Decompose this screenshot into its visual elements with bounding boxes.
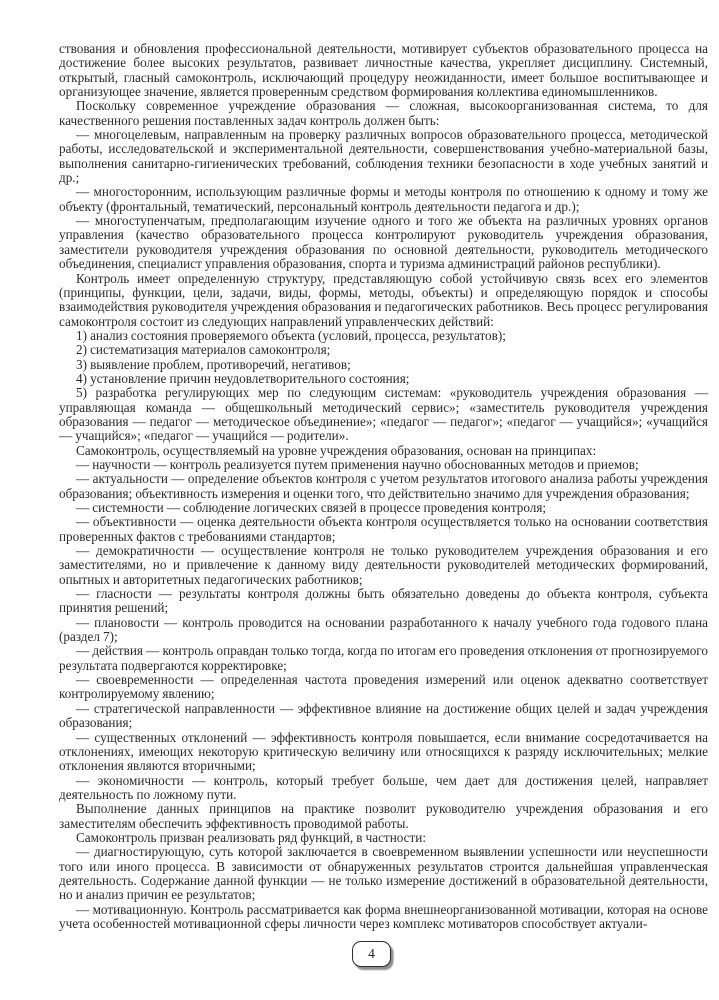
paragraph: Контроль имеет определенную структуру, представляющую собой устойчивую связь всех его элементов (принципы, функции, цели, задачи, виды, формы, методы, объекты) и определяющую порядок и способы взаимодействия руководителя учреждения образования и педагогических работников. Весь процесс регулирования самоконтроля состоит из следующих направлений управленческих действий: [59, 270, 708, 329]
paragraph: Самоконтроль, осуществляемый на уровне учреждения образования, основан на принципах: [76, 442, 597, 458]
list-item-dash: — многоцелевым, направленным на проверку различных вопросов образовательного процесса, методической работы, исследовательской и экспериментальной деятельности, совершенствования учебно-материальной базы, выполнения санитарно-гигиенических требований, соблюдения техники безопасности в ходе учебных занятий и др.; [59, 127, 708, 186]
list-item-dash: — многосторонним, использующим различные формы и методы контроля по отношению к одному и тому же объекту (фронтальный, тематический, персональный контроль деятельности педагога и др.); [59, 184, 708, 214]
paragraph: Выполнение данных принципов на практике позволит руководителю учреждения образования и его заместителям обеспечить эффективность проводимой работы. [59, 801, 708, 831]
paragraph: Самоконтроль призван реализовать ряд функций, в частности: [76, 829, 427, 845]
list-item-dash: — научности — контроль реализуется путем применения научно обоснованных методов и приемов; [76, 456, 639, 472]
list-item-dash: — стратегической направленности — эффективное влияние на достижение общих целей и задач учреждения образования; [59, 700, 708, 731]
list-item-numbered: 1) анализ состояния проверяемого объекта (условий, процесса, результатов); [76, 327, 506, 343]
list-item-dash: — демократичности — осуществление контроля не только руководителем учреждения образования и его заместителями, но и привлечение к данному виду деятельности руководителей методических формирований, опытных и авторитетных педагогических работников; [59, 543, 708, 587]
page-number: 4 [368, 946, 375, 962]
list-item-dash: — мотивационную. Контроль рассматривается как форма внешнеорганизованной мотивации, которая на основе учета особенностей мотивационной сферы личности через комплекс мотиваторов способствует актуали- [59, 901, 708, 931]
list-item-dash: — экономичности — контроль, который требует больше, чем дает для достижения целей, направляет деятельность по ложному пути. [59, 772, 708, 802]
list-item-dash: — плановости — контроль проводится на основании разработанного к началу учебного года годового плана (раздел 7); [59, 614, 708, 645]
list-item-numbered: 3) выявление проблем, противоречий, негативов; [76, 356, 351, 372]
list-item-dash: — многоступенчатым, предполагающим изучение одного и того же объекта на различных уровнях органов управления (качество образовательного процесса контролируют руководитель учреждения образования, заместители руководителя учреждения образования по основной деятельности, руководитель методического объединения, специалист управления образования, спорта и туризма администраций районов республики). [59, 213, 708, 272]
list-item-numbered: 2) систематизация материалов самоконтроля; [76, 342, 331, 358]
list-item-dash: — объективности — оценка деятельности объекта контроля осуществляется только на основании соответствия проверенных фактов с требованиями стандартов; [59, 514, 708, 544]
paragraph: Поскольку современное учреждение образования — сложная, высокоорганизованная система, то для качественного решения поставленных задач контроль должен быть: [59, 98, 708, 128]
list-item-dash: — актуальности — определение объектов контроля с учетом результатов итогового анализа работы учреждения образования; объективность измерения и оценки того, что действительно значимо для учреждения образования; [59, 471, 708, 501]
list-item-dash: — действия — контроль оправдан только тогда, когда по итогам его проведения отклонения от прогнозируемого результата подвергаются корректировке; [59, 643, 708, 673]
paragraph-continuation: ствования и обновления профессиональной деятельности, мотивирует субъектов образовательного процесса на достижение более высоких результатов, развивает личностные качества, укрепляет дисциплину. Системный, открытый, гласный самоконтроль, исключающий процедуру неожиданности, имеет большое воспитывающее и организующее значение, является проверенным средством формирования коллектива единомышленников. [59, 41, 708, 100]
list-item-dash: — существенных отклонений — эффективность контроля повышается, если внимание сосредотачивается на отклонениях, имеющих некоторую критическую величину или относящихся к разряду исключительных; мелкие отклонения являются вторичными; [59, 729, 708, 774]
list-item-dash: — своевременности — определенная частота проведения измерений или оценок адекватно соответствует контролируемому явлению; [59, 672, 708, 702]
list-item-dash: — гласности — результаты контроля должны быть обязательно доведены до объекта контроля, субъекта принятия решений; [59, 586, 708, 616]
list-item-dash: — диагностирующую, суть которой заключается в своевременном выявлении успешности или неуспешности того или иного процесса. В зависимости от обнаруженных результатов строится дальнейшая управленческая деятельность. Содержание данной функции — не только измерение достижений в образовательной деятельности, но и анализ причин ее результатов; [59, 844, 708, 903]
page-number-badge [352, 941, 391, 967]
body-text [59, 42, 708, 931]
list-item-numbered: 5) разработка регулирующих мер по следующим системам: «руководитель учреждения образования — управляющая команда — общешкольный методический сервис»; «заместитель руководителя учреждения образования — педагог — методическое объединение»; «педагог — педагог»; «педагог — учащийся»; «учащийся — учащийся»; «педагог — учащийся — родители». [59, 385, 708, 444]
list-item-numbered: 4) установление причин неудовлетворительного состояния; [76, 370, 410, 386]
list-item-dash: — системности — соблюдение логических связей в процессе проведения контроля; [76, 500, 547, 515]
